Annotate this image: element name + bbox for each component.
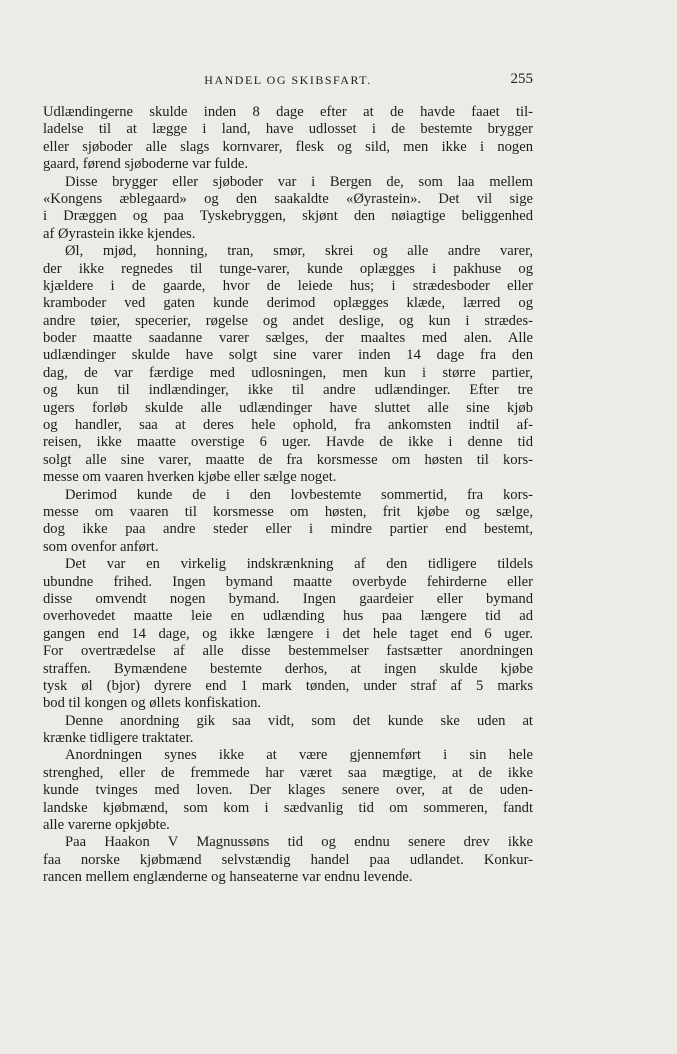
text-line: Udlændingerne skulde inden 8 dage efter at de havde faaet til- [43,104,533,120]
text-line: messe om vaaren hverken kjøbe eller sælge noget. [43,469,337,486]
text-line: og handler, saa at deres hele ophold, fra ankomsten indtil af- [43,417,533,434]
running-head: HANDEL OG SKIBSFART. [204,73,372,87]
text-line: landske kjøbmænd, som kom i sædvanlig tid om sommeren, fandt [43,799,533,816]
text-line: straffen. Bymændene bestemte derhos, at ingen skulde kjøbe [43,660,533,677]
text-line: ubundne frihed. Ingen bymand maatte overbyde fehirderne eller [43,573,533,590]
text-line: Disse brygger eller sjøboder var i Bergen de, som laa mellem [65,173,533,190]
text-line: og kun til indlændinger, ikke til andre udlændinger. Efter tre [43,382,533,399]
text-line: faa norske kjøbmænd selvstændig handel paa udlandet. Konkur- [43,851,533,868]
text-line: gangen end 14 dage, og ikke længere i det hele taget end 6 uger. [43,625,533,642]
paragraph [43,556,533,713]
text-line: dog ikke paa andre steder eller i mindre partier end bestemt, [43,521,533,538]
text-line: tysk øl (bjor) dyrere end 1 mark tønden, under straf af 5 marks [43,677,533,694]
text-line: som ovenfor anført. [43,538,159,555]
text-line: Øl, mjød, honning, tran, smør, skrei og alle andre varer, [65,243,533,260]
text-line: af Øyrastein ikke kjendes. [43,225,196,242]
text-line: eller sjøboder alle slags kornvarer, flesk og sild, men ikke i nogen [43,138,533,155]
text-line: ladelse til at lægge i land, have udlosset i de bestemte brygger [43,121,533,138]
text-line: For overtrædelse af alle disse bestemmelser fastsætter anordningen [43,643,533,660]
text-line: kramboder ved gaten kunde derimod oplægges klæde, lærred og [43,295,533,312]
text-line: kunde tvinges med loven. Der klages senere over, at de uden- [43,782,533,799]
text-line: disse omvendt nogen bymand. Ingen gaardeier eller bymand [43,590,533,607]
text-line: «Kongens æblegaard» og den saakaldte «Øyrastein». Det vil sige [43,190,533,207]
paragraph [43,174,533,244]
text-line: Derimod kunde de i den lovbestemte sommertid, fra kors- [65,486,533,503]
paragraph [43,487,533,557]
text-line: reisen, ikke maatte overstige 6 uger. Havde de ikke i denne tid [43,434,533,451]
text-line: overhovedet maatte leie en udlænding hus paa længere tid ad [43,608,533,625]
text-line: andre tøier, specerier, røgelse og andet deslige, og kun i strædes- [43,312,533,329]
paragraph [43,747,533,834]
paragraph [43,834,533,886]
paragraph [43,243,533,486]
body-text [43,104,533,887]
text-line: strenghed, eller de fremmede har været saa mægtige, at de ikke [43,764,533,781]
page-number: 255 [510,71,533,87]
text-line: Anordningen synes ikke at være gjennemført i sin hele [65,747,533,764]
text-line: solgt alle sine varer, maatte de fra korsmesse om høsten til kors- [43,451,533,468]
text-line: Paa Haakon V Magnussøns tid og endnu senere drev ikke [65,834,533,851]
text-line: Det var en virkelig indskrænkning af den tidligere tildels [65,556,533,573]
paragraph [43,104,533,174]
text-line: messe om vaaren til korsmesse om høsten, frit kjøbe og sælge, [43,503,533,520]
text-line: i Dræggen og paa Tyskebryggen, skjønt den nøiagtige beliggenhed [43,208,533,225]
text-line: boder maatte saadanne varer sælges, der maaltes med alen. Alle [43,330,533,347]
page-header [43,73,533,93]
text-line: gaard, førend sjøboderne var fulde. [43,156,249,173]
text-line: rancen mellem englænderne og hanseaterne var endnu levende. [43,869,413,886]
text-line: ugers forløb skulde alle udlændinger have sluttet alle sine kjøb [43,399,533,416]
text-line: kjældere i de gaarde, hvor de leiede hus; i strædesboder eller [43,277,533,294]
text-line: der ikke regnedes til tunge-varer, kunde oplægges i pakhuse og [43,260,533,277]
text-line: Denne anordning gik saa vidt, som det kunde ske uden at [65,712,533,729]
text-line: bod til kongen og øllets konfiskation. [43,695,262,712]
text-line: dag, de var færdige med udlosningen, men kun i større partier, [43,364,533,381]
text-line: alle varerne opkjøbte. [43,817,170,834]
text-line: krænke tidligere traktater. [43,730,194,747]
text-line: udlændinger skulde have solgt sine varer inden 14 dage fra den [43,347,533,364]
paragraph [43,713,533,748]
